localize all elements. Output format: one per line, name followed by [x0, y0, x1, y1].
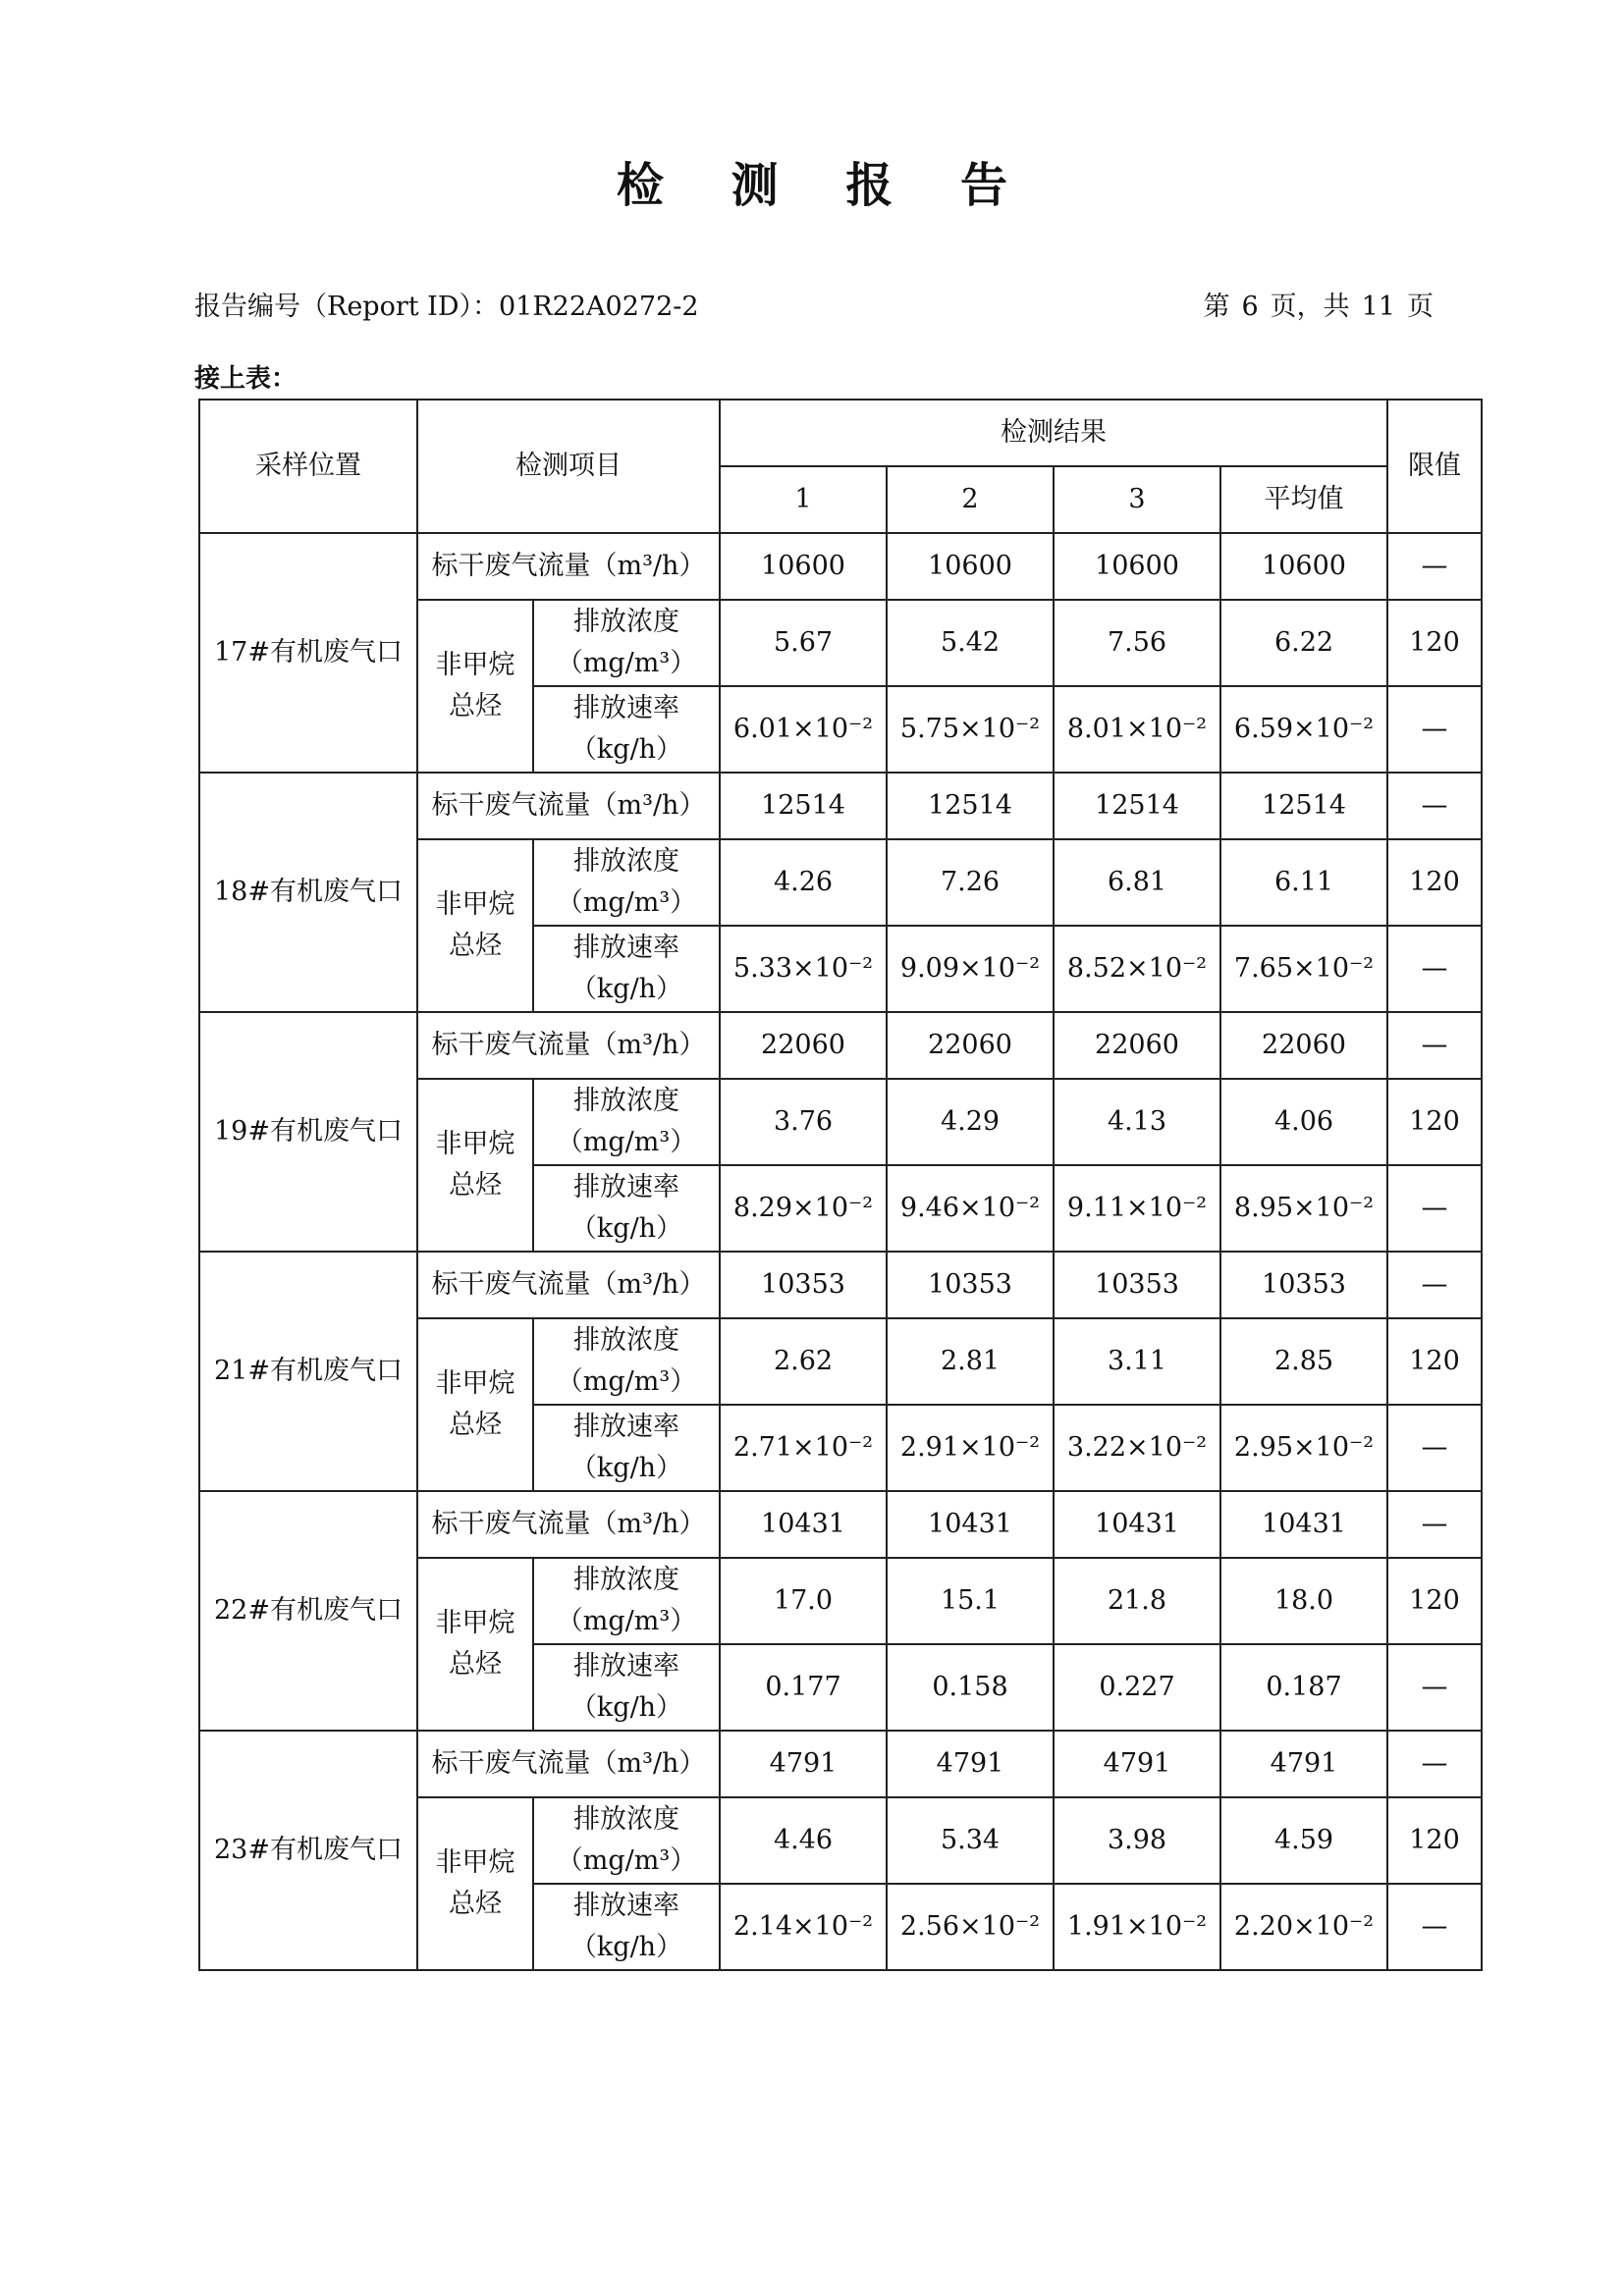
conc-limit: 120	[1387, 1318, 1482, 1405]
rate-label-line1: 排放速率	[573, 1891, 679, 1921]
flow-value: 10353	[720, 1252, 887, 1318]
nmhc-label-line1: 非甲烷	[435, 1847, 515, 1878]
flow-limit: —	[1387, 1731, 1482, 1797]
header-result-3: 3	[1054, 466, 1220, 533]
rate-label	[533, 686, 720, 773]
conc-value: 17.0	[720, 1558, 887, 1644]
flow-limit: —	[1387, 1491, 1482, 1558]
nmhc-label	[417, 1797, 533, 1970]
rate-label	[533, 926, 720, 1012]
rate-label-line1: 排放速率	[573, 693, 679, 723]
nmhc-label-line2: 总烃	[449, 1889, 502, 1919]
rate-value: 8.95×10⁻²	[1220, 1165, 1387, 1252]
conc-value: 5.34	[887, 1797, 1054, 1884]
location-cell: 19#有机废气口	[199, 1012, 417, 1252]
header-results: 检测结果	[720, 400, 1387, 466]
table-row	[199, 1012, 1482, 1079]
rate-limit: —	[1387, 1884, 1482, 1970]
conc-label-line2: （mg/m³）	[556, 1845, 697, 1876]
rate-value: 7.65×10⁻²	[1220, 926, 1387, 1012]
rate-value: 8.01×10⁻²	[1054, 686, 1220, 773]
conc-label-line2: （mg/m³）	[556, 1606, 697, 1636]
flow-value: 12514	[1220, 773, 1387, 839]
rate-label-line2: （kg/h）	[569, 974, 683, 1004]
conc-value: 4.13	[1054, 1079, 1220, 1165]
nmhc-label-line2: 总烃	[449, 1410, 502, 1440]
page-title: 检 测 报 告	[616, 158, 1034, 213]
rate-value: 8.52×10⁻²	[1054, 926, 1220, 1012]
nmhc-label	[417, 839, 533, 1012]
rate-value: 6.59×10⁻²	[1220, 686, 1387, 773]
header-limit: 限值	[1387, 400, 1482, 533]
conc-value: 7.26	[887, 839, 1054, 926]
rate-value: 8.29×10⁻²	[720, 1165, 887, 1252]
nmhc-label-line1: 非甲烷	[435, 650, 515, 680]
conc-label-line2: （mg/m³）	[556, 1366, 697, 1397]
rate-limit: —	[1387, 686, 1482, 773]
conc-label	[533, 839, 720, 926]
flow-label: 标干废气流量（m³/h）	[417, 1491, 720, 1558]
rate-value: 9.46×10⁻²	[887, 1165, 1054, 1252]
flow-value: 10353	[1054, 1252, 1220, 1318]
nmhc-label	[417, 1558, 533, 1731]
conc-label	[533, 600, 720, 686]
conc-value: 18.0	[1220, 1558, 1387, 1644]
conc-label-line1: 排放浓度	[573, 607, 679, 637]
location-cell: 23#有机废气口	[199, 1731, 417, 1970]
rate-label	[533, 1405, 720, 1491]
page-prefix: 第	[1203, 292, 1230, 322]
conc-value: 3.11	[1054, 1318, 1220, 1405]
conc-label	[533, 1079, 720, 1165]
conc-value: 6.11	[1220, 839, 1387, 926]
nmhc-label	[417, 1079, 533, 1252]
conc-value: 3.98	[1054, 1797, 1220, 1884]
flow-value: 22060	[1054, 1012, 1220, 1079]
flow-value: 12514	[1054, 773, 1220, 839]
flow-value: 10431	[887, 1491, 1054, 1558]
table-row	[199, 773, 1482, 839]
conc-value: 6.81	[1054, 839, 1220, 926]
table-row	[199, 533, 1482, 600]
nmhc-label-line2: 总烃	[449, 1170, 502, 1201]
table-row	[199, 1252, 1482, 1318]
nmhc-label-line1: 非甲烷	[435, 1368, 515, 1399]
rate-label	[533, 1884, 720, 1970]
conc-label	[533, 1318, 720, 1405]
results-table	[198, 399, 1483, 1971]
rate-value: 2.56×10⁻²	[887, 1884, 1054, 1970]
header-result-1: 1	[720, 466, 887, 533]
flow-value: 10353	[887, 1252, 1054, 1318]
rate-limit: —	[1387, 1644, 1482, 1731]
page-mid: 页，共	[1270, 292, 1350, 322]
rate-value: 3.22×10⁻²	[1054, 1405, 1220, 1491]
header-location: 采样位置	[199, 400, 417, 533]
nmhc-label-line1: 非甲烷	[435, 1608, 515, 1638]
conc-value: 4.59	[1220, 1797, 1387, 1884]
rate-label-line2: （kg/h）	[569, 1932, 683, 1962]
flow-label: 标干废气流量（m³/h）	[417, 1731, 720, 1797]
flow-limit: —	[1387, 1252, 1482, 1318]
rate-value: 0.158	[887, 1644, 1054, 1731]
flow-value: 22060	[720, 1012, 887, 1079]
page-number	[1197, 285, 1439, 323]
conc-label	[533, 1558, 720, 1644]
flow-label: 标干废气流量（m³/h）	[417, 1252, 720, 1318]
rate-value: 2.14×10⁻²	[720, 1884, 887, 1970]
conc-label-line2: （mg/m³）	[556, 887, 697, 918]
conc-value: 21.8	[1054, 1558, 1220, 1644]
table-row	[199, 1491, 1482, 1558]
rate-value: 1.91×10⁻²	[1054, 1884, 1220, 1970]
rate-label-line2: （kg/h）	[569, 1213, 683, 1244]
header-average: 平均值	[1220, 466, 1387, 533]
page-suffix: 页	[1407, 292, 1434, 322]
conc-value: 4.26	[720, 839, 887, 926]
flow-value: 12514	[887, 773, 1054, 839]
conc-limit: 120	[1387, 600, 1482, 686]
rate-value: 0.177	[720, 1644, 887, 1731]
flow-value: 10353	[1220, 1252, 1387, 1318]
rate-value: 9.09×10⁻²	[887, 926, 1054, 1012]
rate-label-line1: 排放速率	[573, 1172, 679, 1202]
location-cell: 18#有机废气口	[199, 773, 417, 1012]
rate-label-line2: （kg/h）	[569, 1692, 683, 1723]
nmhc-label-line2: 总烃	[449, 931, 502, 961]
conc-value: 5.67	[720, 600, 887, 686]
conc-label	[533, 1797, 720, 1884]
flow-value: 4791	[720, 1731, 887, 1797]
conc-value: 2.62	[720, 1318, 887, 1405]
rate-value: 5.75×10⁻²	[887, 686, 1054, 773]
table-row	[199, 1731, 1482, 1797]
rate-label-line2: （kg/h）	[569, 734, 683, 765]
rate-value: 2.20×10⁻²	[1220, 1884, 1387, 1970]
rate-limit: —	[1387, 926, 1482, 1012]
conc-value: 6.22	[1220, 600, 1387, 686]
flow-value: 22060	[887, 1012, 1054, 1079]
nmhc-label	[417, 1318, 533, 1491]
rate-value: 2.95×10⁻²	[1220, 1405, 1387, 1491]
conc-value: 4.29	[887, 1079, 1054, 1165]
flow-value: 10600	[1054, 533, 1220, 600]
flow-label: 标干废气流量（m³/h）	[417, 1012, 720, 1079]
page-current: 6	[1241, 292, 1259, 322]
conc-value: 15.1	[887, 1558, 1054, 1644]
location-cell: 17#有机废气口	[199, 533, 417, 773]
conc-limit: 120	[1387, 1797, 1482, 1884]
rate-label-line1: 排放速率	[573, 1651, 679, 1682]
rate-label	[533, 1644, 720, 1731]
rate-label-line2: （kg/h）	[569, 1453, 683, 1483]
nmhc-label-line1: 非甲烷	[435, 889, 515, 920]
header-result-2: 2	[887, 466, 1054, 533]
conc-label-line1: 排放浓度	[573, 846, 679, 877]
conc-label-line2: （mg/m³）	[556, 1127, 697, 1157]
conc-value: 2.81	[887, 1318, 1054, 1405]
flow-value: 10431	[1220, 1491, 1387, 1558]
flow-value: 10600	[887, 533, 1054, 600]
flow-label: 标干废气流量（m³/h）	[417, 533, 720, 600]
conc-label-line1: 排放浓度	[573, 1565, 679, 1595]
rate-limit: —	[1387, 1165, 1482, 1252]
conc-value: 4.06	[1220, 1079, 1387, 1165]
conc-value: 7.56	[1054, 600, 1220, 686]
rate-label-line1: 排放速率	[573, 933, 679, 963]
nmhc-label-line1: 非甲烷	[435, 1129, 515, 1159]
conc-value: 3.76	[720, 1079, 887, 1165]
conc-value: 4.46	[720, 1797, 887, 1884]
rate-value: 9.11×10⁻²	[1054, 1165, 1220, 1252]
rate-label	[533, 1165, 720, 1252]
rate-value: 2.91×10⁻²	[887, 1405, 1054, 1491]
flow-value: 4791	[1220, 1731, 1387, 1797]
rate-value: 0.227	[1054, 1644, 1220, 1731]
header-item: 检测项目	[417, 400, 720, 533]
conc-label-line1: 排放浓度	[573, 1325, 679, 1356]
conc-limit: 120	[1387, 1079, 1482, 1165]
nmhc-label-line2: 总烃	[449, 1649, 502, 1680]
flow-value: 22060	[1220, 1012, 1387, 1079]
flow-value: 10431	[1054, 1491, 1220, 1558]
flow-value: 4791	[1054, 1731, 1220, 1797]
rate-value: 6.01×10⁻²	[720, 686, 887, 773]
flow-limit: —	[1387, 1012, 1482, 1079]
nmhc-label	[417, 600, 533, 773]
conc-limit: 120	[1387, 839, 1482, 926]
location-cell: 22#有机废气口	[199, 1491, 417, 1731]
rate-value: 2.71×10⁻²	[720, 1405, 887, 1491]
flow-value: 10600	[720, 533, 887, 600]
rate-value: 5.33×10⁻²	[720, 926, 887, 1012]
nmhc-label-line2: 总烃	[449, 691, 502, 721]
location-cell: 21#有机废气口	[199, 1252, 417, 1491]
page-total: 11	[1361, 292, 1395, 322]
flow-limit: —	[1387, 773, 1482, 839]
conc-label-line1: 排放浓度	[573, 1086, 679, 1116]
flow-value: 10431	[720, 1491, 887, 1558]
conc-label-line1: 排放浓度	[573, 1804, 679, 1835]
flow-value: 10600	[1220, 533, 1387, 600]
rate-label-line1: 排放速率	[573, 1412, 679, 1442]
flow-limit: —	[1387, 533, 1482, 600]
conc-limit: 120	[1387, 1558, 1482, 1644]
flow-value: 12514	[720, 773, 887, 839]
flow-value: 4791	[887, 1731, 1054, 1797]
continued-label: 接上表：	[194, 364, 298, 394]
conc-value: 5.42	[887, 600, 1054, 686]
flow-label: 标干废气流量（m³/h）	[417, 773, 720, 839]
report-id: 报告编号（Report ID）：01R22A0272-2	[194, 292, 699, 322]
rate-value: 0.187	[1220, 1644, 1387, 1731]
conc-label-line2: （mg/m³）	[556, 648, 697, 678]
conc-value: 2.85	[1220, 1318, 1387, 1405]
rate-limit: —	[1387, 1405, 1482, 1491]
